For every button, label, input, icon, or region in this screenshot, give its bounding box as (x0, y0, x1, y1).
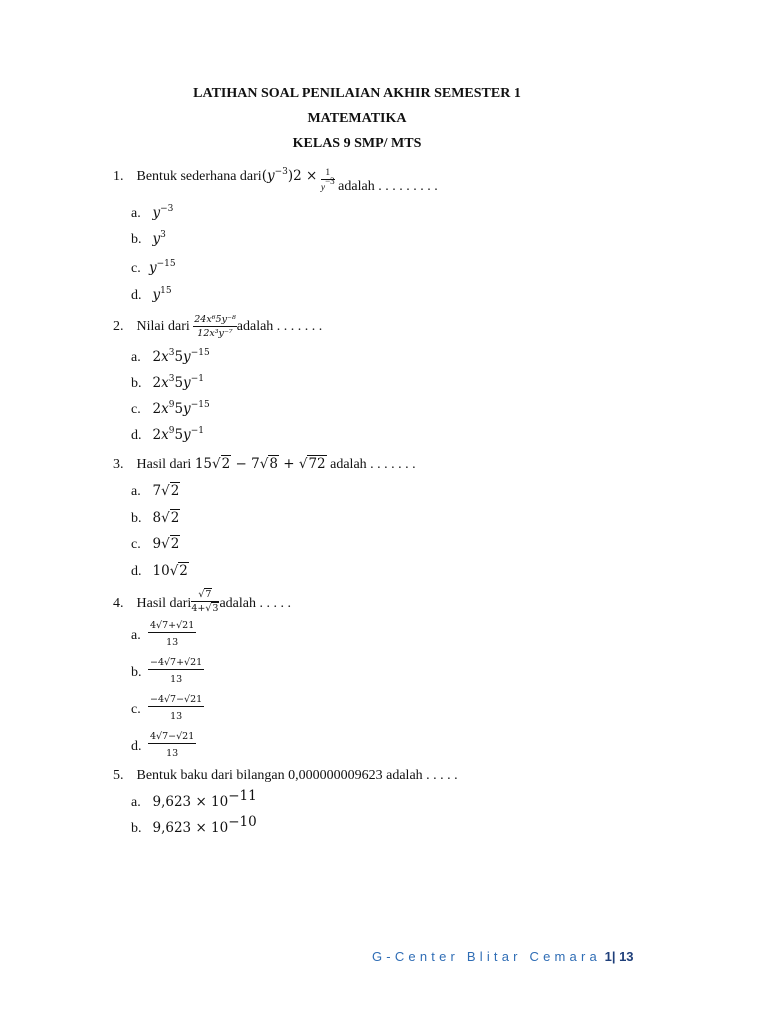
option-4b-label[interactable]: b. (131, 665, 142, 680)
option-4c-label[interactable]: c. (131, 702, 141, 717)
option-2c[interactable]: c. $2x^95y^{-15}$ (131, 400, 210, 417)
question-number: 2. (113, 319, 124, 334)
question-text: Nilai dari (136, 319, 190, 334)
question-3 (113, 456, 416, 473)
question-text: Bentuk sederhana dari (136, 169, 262, 184)
option-5a[interactable]: a. $9,623 \times 10^{-11}$ (131, 788, 257, 810)
question-5 (113, 768, 458, 784)
question-text: Hasil dari (136, 457, 192, 472)
option-3a[interactable]: a. 7√2 (131, 483, 180, 499)
document-title: LATIHAN SOAL PENILAIAN AKHIR SEMESTER 1 (193, 86, 521, 101)
page-footer (372, 949, 634, 964)
option-3c[interactable]: c. 9√2 (131, 536, 180, 552)
option-1b[interactable]: b. $y^3$ (131, 230, 166, 247)
question-suffix: adalah . . . . . . . (330, 457, 416, 472)
option-4a-fraction[interactable]: 4√7+√21 13 (150, 620, 195, 648)
page-separator: | (611, 949, 616, 964)
question-number: 5. (113, 768, 124, 783)
option-2a[interactable]: a. $2x^35y^{-15}$ (131, 348, 210, 365)
option-4d-label[interactable]: d. (131, 739, 142, 754)
option-1c[interactable]: c. $y^{-15}$ (131, 259, 176, 276)
question-number: 1. (113, 169, 124, 184)
question-number: 4. (113, 596, 124, 611)
question-expression: $(y^{-3})2$ × (261, 167, 318, 184)
question-number: 3. (113, 457, 124, 472)
option-2d[interactable]: d. $2x^95y^{-1}$ (131, 426, 204, 443)
question-fraction: $\frac{√7}{4+√3}$ (191, 589, 219, 614)
footer-brand: G-Center Blitar Cemara (372, 949, 601, 964)
question-text: Bentuk baku dari bilangan 0,000000009623 adalah . . . . . (136, 768, 458, 783)
option-1d[interactable]: d. $y^{15}$ (131, 286, 172, 303)
question-2 (113, 314, 322, 339)
option-5b[interactable]: b. $9,623 \times 10^{-10}$ (131, 814, 257, 836)
option-4b-fraction[interactable]: −4√7+√21 13 (150, 657, 203, 685)
question-suffix: adalah . . . . . . . (236, 319, 323, 334)
subject-title: MATEMATIKA (307, 111, 407, 126)
option-4a-label[interactable]: a. (131, 628, 141, 643)
option-3b[interactable]: b. 8√2 (131, 510, 180, 526)
option-1a[interactable]: a. $y^{-3}$ (131, 204, 174, 221)
question-4 (113, 589, 291, 614)
question-suffix: adalah . . . . . . . . . (338, 179, 438, 194)
class-title: KELAS 9 SMP/ MTS (292, 136, 422, 151)
question-fraction: $\frac{1}{y^{-3}}$ (320, 168, 335, 193)
option-3d[interactable]: d. 10√2 (131, 563, 188, 579)
question-fraction: $\frac{\text{24x⁶5y⁻⁸}}{\text{12x³y⁻⁷}}$ (194, 314, 236, 339)
question-expression: 15√2 − 7√8 + √72 (194, 456, 326, 472)
page-total: 13 (619, 949, 634, 964)
question-1 (113, 168, 438, 195)
option-4d-fraction[interactable]: 4√7−√21 13 (150, 731, 195, 759)
option-4c-fraction[interactable]: −4√7−√21 13 (150, 694, 203, 722)
question-text: Hasil dari (136, 596, 192, 611)
option-2b[interactable]: b. $2x^35y^{-1}$ (131, 374, 204, 391)
page-number: 1 (604, 949, 612, 964)
question-suffix: adalah . . . . . (219, 596, 291, 611)
